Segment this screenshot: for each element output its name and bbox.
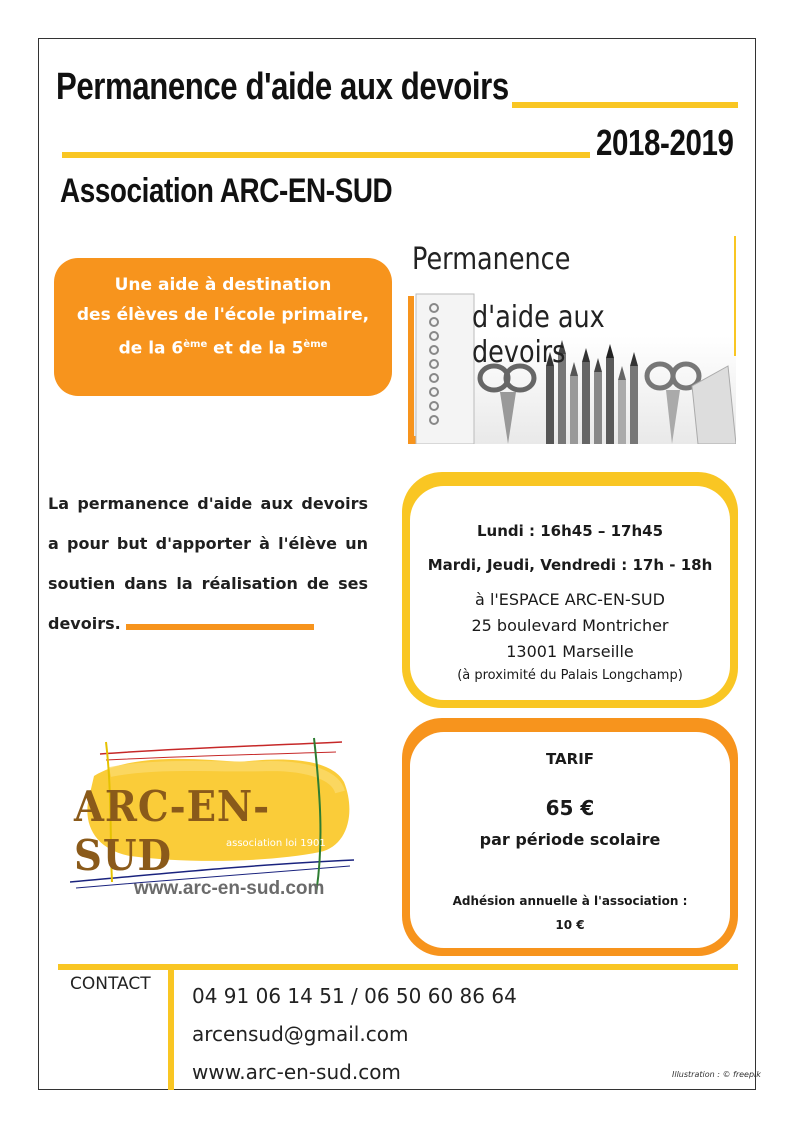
contact-email[interactable]: arcensud@gmail.com xyxy=(192,1022,409,1046)
school-year: 2018-2019 xyxy=(596,122,734,163)
logo-subtitle: association loi 1901 xyxy=(226,838,326,849)
schedule-street: 25 boulevard Montricher xyxy=(471,616,669,635)
intro-underline xyxy=(126,624,314,630)
tarif-label: TARIF xyxy=(545,750,595,768)
audience-box xyxy=(54,258,392,396)
tarif-price: 65 € xyxy=(545,796,595,820)
audience-line-1: Une aide à destination xyxy=(114,275,332,295)
audience-line-3: de la 6ème et de la 5ème xyxy=(118,338,328,359)
contact-phones: 04 91 06 14 51 / 06 50 60 86 64 xyxy=(192,984,517,1008)
contact-website[interactable]: www.arc-en-sud.com xyxy=(192,1060,401,1084)
illustration-heading-1: Permanence xyxy=(412,242,571,277)
contact-label: CONTACT xyxy=(70,974,151,994)
schedule-other-days: Mardi, Jeudi, Vendredi : 17h - 18h xyxy=(427,556,713,574)
logo-name: ARC-EN-SUD xyxy=(74,782,271,880)
audience-line-2: des élèves de l'école primaire, xyxy=(76,305,370,325)
association-name: Association ARC-EN-SUD xyxy=(60,172,393,210)
tarif-period: par période scolaire xyxy=(479,830,661,849)
page-title: Permanence d'aide aux devoirs xyxy=(56,66,509,108)
contact-divider xyxy=(58,964,738,970)
year-underline-left xyxy=(62,152,590,158)
tarif-box xyxy=(402,718,738,956)
contact-vertical-bar xyxy=(168,968,174,1090)
logo-website: www.arc-en-sud.com xyxy=(134,878,325,899)
illustration-heading-2: d'aide aux devoirs xyxy=(472,300,605,370)
illustration-credit: Illustration : © freepik xyxy=(672,1070,761,1079)
arc-en-sud-logo xyxy=(70,732,370,904)
title-underline-right xyxy=(512,102,738,108)
schedule-place: à l'ESPACE ARC-EN-SUD xyxy=(475,590,665,609)
schedule-city: 13001 Marseille xyxy=(506,642,634,661)
illustration xyxy=(408,236,736,444)
membership-price: 10 € xyxy=(555,918,585,932)
schedule-monday: Lundi : 16h45 – 17h45 xyxy=(476,522,664,540)
schedule-box xyxy=(402,472,738,708)
schedule-near: (à proximité du Palais Longchamp) xyxy=(457,668,683,683)
intro-paragraph: La permanence d'aide aux devoirs a pour but d'apporter à l'élève un soutien dans la réalisation de ses devoirs. xyxy=(48,494,368,633)
membership-label: Adhésion annuelle à l'association : xyxy=(452,894,688,908)
